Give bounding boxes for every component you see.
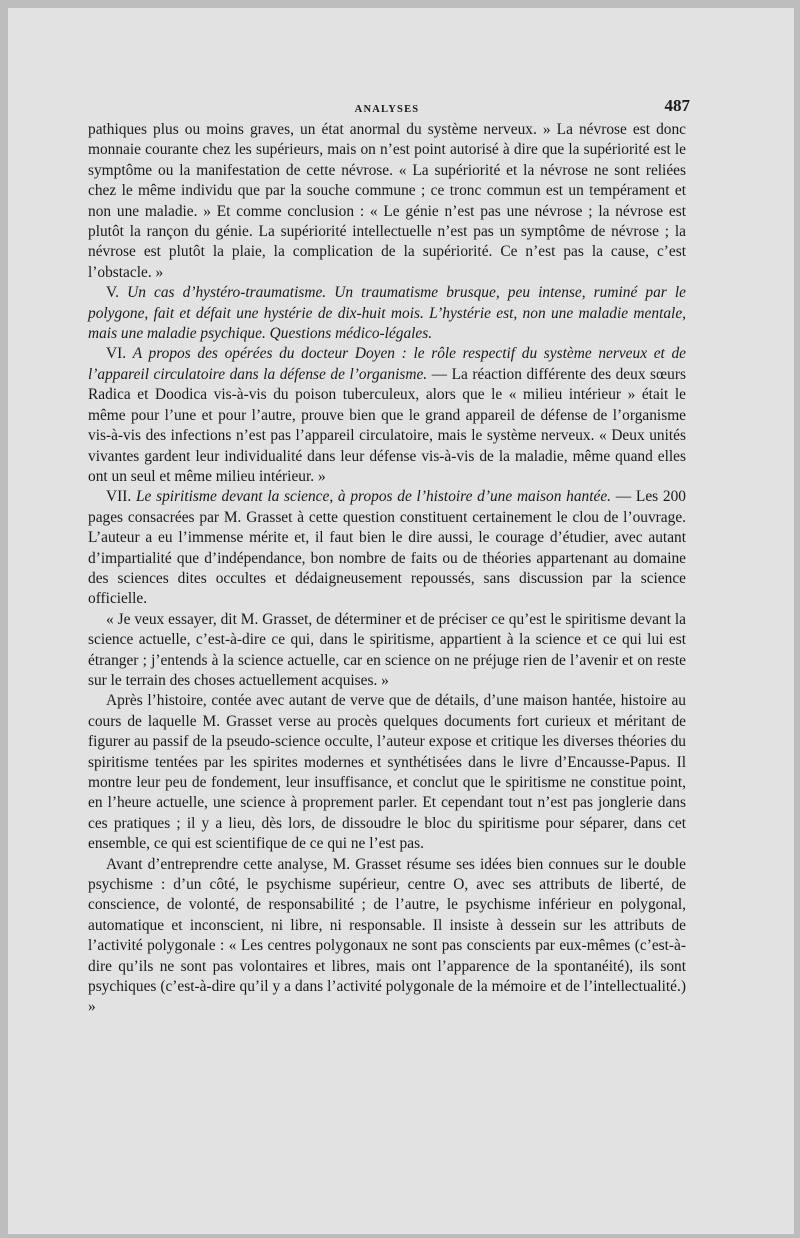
section-vii-title: Le spiritisme devant la science, à propos de l’histoire d’une maison hantée. bbox=[135, 488, 612, 506]
section-vi-title: A propos des opérées du docteur Doyen : le rôle respectif du système nerveux et de l’appareil circulatoire dans la défense de l’organisme. bbox=[88, 345, 686, 383]
paragraph-quote: « Je veux essayer, dit M. Grasset, de déterminer et de préciser ce qu’est le spiritisme devant la science actuelle, c’est-à-dire ce qui, dans le spiritisme, appartient à la science et ce qui lui est étranger ; j’entends à la science actuelle, car en science on ne préjuge rien de l’avenir et on reste sur le terrain des choses actuellement acquises. » bbox=[88, 610, 686, 689]
paragraph-1: pathiques plus ou moins graves, un état anormal du système nerveux. » La névrose est donc monnaie courante chez les supérieurs, mais on n’est point autorisé à dire que la supériorité est le symptôme ou la manifestation de cette névrose. « La supériorité et la névrose ne sont reliées chez le même individu que par la souche commune ; ce tronc commun est un tempérament et non une maladie. » Et comme conclusion : « Le génie n’est pas une névrose ; la névrose est plutôt la rançon du génie. La supériorité intellectuelle n’est pas un symptôme de névrose ; la névrose est plutôt la plaie, la complication de la supériorité. Ce n’est pas la cause, c’est l’obstacle. » bbox=[88, 121, 686, 281]
page-header bbox=[88, 96, 690, 120]
section-v-number: V. bbox=[106, 284, 119, 302]
section-v bbox=[88, 283, 686, 344]
section-vi-number: VI. bbox=[106, 345, 127, 363]
paragraph-avant: Avant d’entreprendre cette analyse, M. Grasset résume ses idées bien connues sur le double psychisme : d’un côté, le psychisme supérieur, centre O, avec ses attributs de liberté, de conscience, de volonté, de responsabilité ; de l’autre, le psychisme inférieur en polygonal, automatique et inconscient, ni libre, ni responsable. Il insiste à dessein sur les attributs de l’activité polygonale : « Les centres polygonaux ne sont pas conscients par eux-mêmes (c’est-à-dire qu’ils ne sont pas volontaires et libres, mais ont l’apparence de la spontanéité), ils sont psychiques (c’est-à-dire qu’il y a dans l’activité polygonale de la mémoire et de l’intellectualité.) » bbox=[88, 855, 686, 1016]
paragraph-apres: Après l’histoire, contée avec autant de verve que de détails, d’une maison hantée, histoire au cours de laquelle M. Grasset verse au procès quelques documents fort curieux et méritant de figurer au passif de la pseudo-science occulte, l’auteur expose et critique les diverses théories du spiritisme tentées par les spirites modernes et synthétisées dans le livre d’Encausse-Papus. Il montre leur peu de fondement, leur insuffisance, et conclut que le spiritisme ne constitue point, en l’heure actuelle, une science à proprement parler. Et cependant tout n’est pas jonglerie dans ces pratiques ; il y a lieu, dès lors, de dissoudre le bloc du spiritisme pour séparer, dans cet ensemble, ce qui est scientifique de ce qui ne l’est pas. bbox=[88, 692, 686, 853]
section-vii-number: VII. bbox=[106, 488, 132, 506]
section-vii-text: — Les 200 pages consacrées par M. Grasset à cette question constituent certainement le clou de l’ouvrage. L’auteur a eu l’immense mérite et, il faut bien le dire aussi, le courage d’étudier, avec autant d’impartialité que d’indépendance, bon nombre de faits ou de théories appartenant au domaine des sciences dites occultes et dédaigneusement repoussés, sans discussion par la science officielle. bbox=[88, 488, 686, 608]
section-vii bbox=[88, 487, 686, 609]
section-v-title: Un cas d’hystéro-traumatisme. Un traumatisme brusque, peu intense, ruminé par le polygone, fait et défait une hystérie de dix-huit mois. L’hystérie est, non une maladie mentale, mais une maladie psychique. Questions médico-légales. bbox=[88, 284, 686, 343]
page-body bbox=[88, 96, 690, 1018]
section-vi bbox=[88, 344, 686, 487]
running-head: ANALYSES bbox=[354, 104, 420, 115]
section-vi-text: — La réaction différente des deux sœurs Radica et Doodica vis-à-vis du poison tuberculeux, alors que le « milieu intérieur » était le même pour l’une et pour l’autre, prouve bien que le grand appareil de défense de l’organisme vis-à-vis des infections n’est pas l’appareil circulatoire, mais le système nerveux. « Deux unités vivantes gardent leur individualité dans leur défense vis-à-vis de la maladie, même quand elles ont un seul et même milieu intérieur. » bbox=[88, 365, 686, 485]
page-number: 487 bbox=[664, 96, 690, 115]
